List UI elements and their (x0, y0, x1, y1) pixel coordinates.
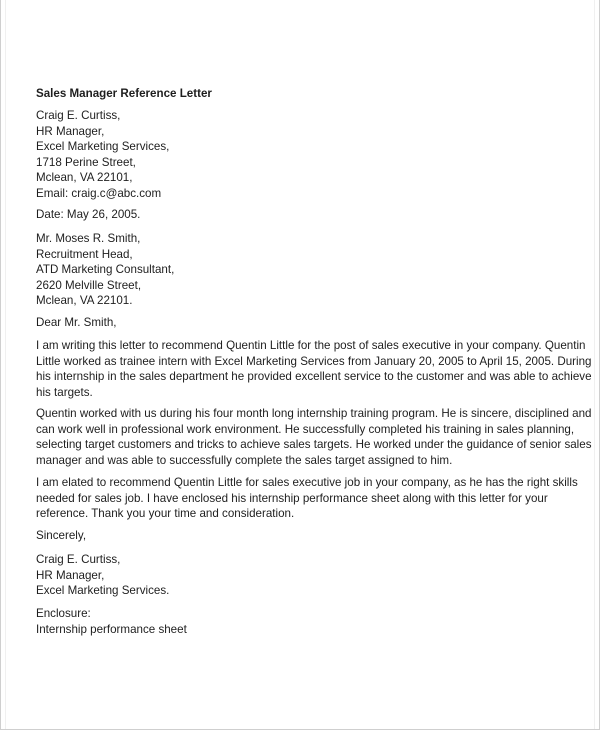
text-line: I am writing this letter to recommend Quentin Little for the post of sales executive in your company. Quentin (36, 339, 586, 352)
signature-line: Excel Marketing Services. (36, 584, 170, 597)
address-line: HR Manager, (36, 124, 105, 138)
text-line: manager and was able to successfully complete the sales target assigned to him. (36, 453, 453, 467)
address-line: Mclean, VA 22101, (36, 171, 133, 184)
text-line: can work well in professional work environment. He successfully completed his training in sales planning, (36, 422, 575, 436)
text-line: reference. Thank you your time and consideration. (36, 507, 295, 520)
address-line: Excel Marketing Services, (36, 140, 170, 153)
sender-address (36, 108, 571, 201)
enclosure-label: Enclosure: (36, 607, 91, 620)
address-line: Email: craig.c@abc.com (36, 186, 162, 200)
recipient-address (36, 231, 571, 309)
address-line: ATD Marketing Consultant, (36, 263, 175, 276)
address-line: Recruitment Head, (36, 247, 133, 261)
address-line: Mr. Moses R. Smith, (36, 232, 141, 245)
text-line: Quentin worked with us during his four month long internship training program. He is sincere, disciplined and (36, 407, 592, 420)
paragraph-2 (36, 406, 592, 468)
enclosure-block (36, 606, 571, 637)
address-line: 1718 Perine Street, (36, 155, 136, 169)
address-line: 2620 Melville Street, (36, 278, 142, 292)
letter-date: Date: May 26, 2005. (36, 208, 141, 221)
signature-block (36, 552, 571, 599)
text-line: selecting target customers and tricks to achieve sales targets. He worked under the guidance of senior sales (36, 438, 592, 451)
enclosure-item: Internship performance sheet (36, 622, 187, 636)
signature-line: HR Manager, (36, 568, 105, 582)
address-line: Mclean, VA 22101. (36, 294, 133, 307)
text-line: I am elated to recommend Quentin Little for sales executive job in your company, as he has the right skills (36, 476, 578, 489)
salutation: Dear Mr. Smith, (36, 316, 117, 329)
address-line: Craig E. Curtiss, (36, 109, 121, 122)
letter-title: Sales Manager Reference Letter (36, 87, 212, 100)
text-line: his internship in the sales department he provided excellent service to the customer and was able to achieve (36, 370, 592, 383)
paragraph-1 (36, 338, 592, 400)
text-line: needed for sales job. I have enclosed his internship performance sheet along with this letter for your (36, 491, 548, 505)
text-line: his targets. (36, 385, 93, 399)
signature-line: Craig E. Curtiss, (36, 553, 121, 566)
paragraph-3 (36, 475, 578, 522)
closing: Sincerely, (36, 529, 87, 542)
text-line: Little worked as trainee intern with Excel Marketing Services from January 20, 2005 to April 15, 2005. During (36, 354, 592, 368)
